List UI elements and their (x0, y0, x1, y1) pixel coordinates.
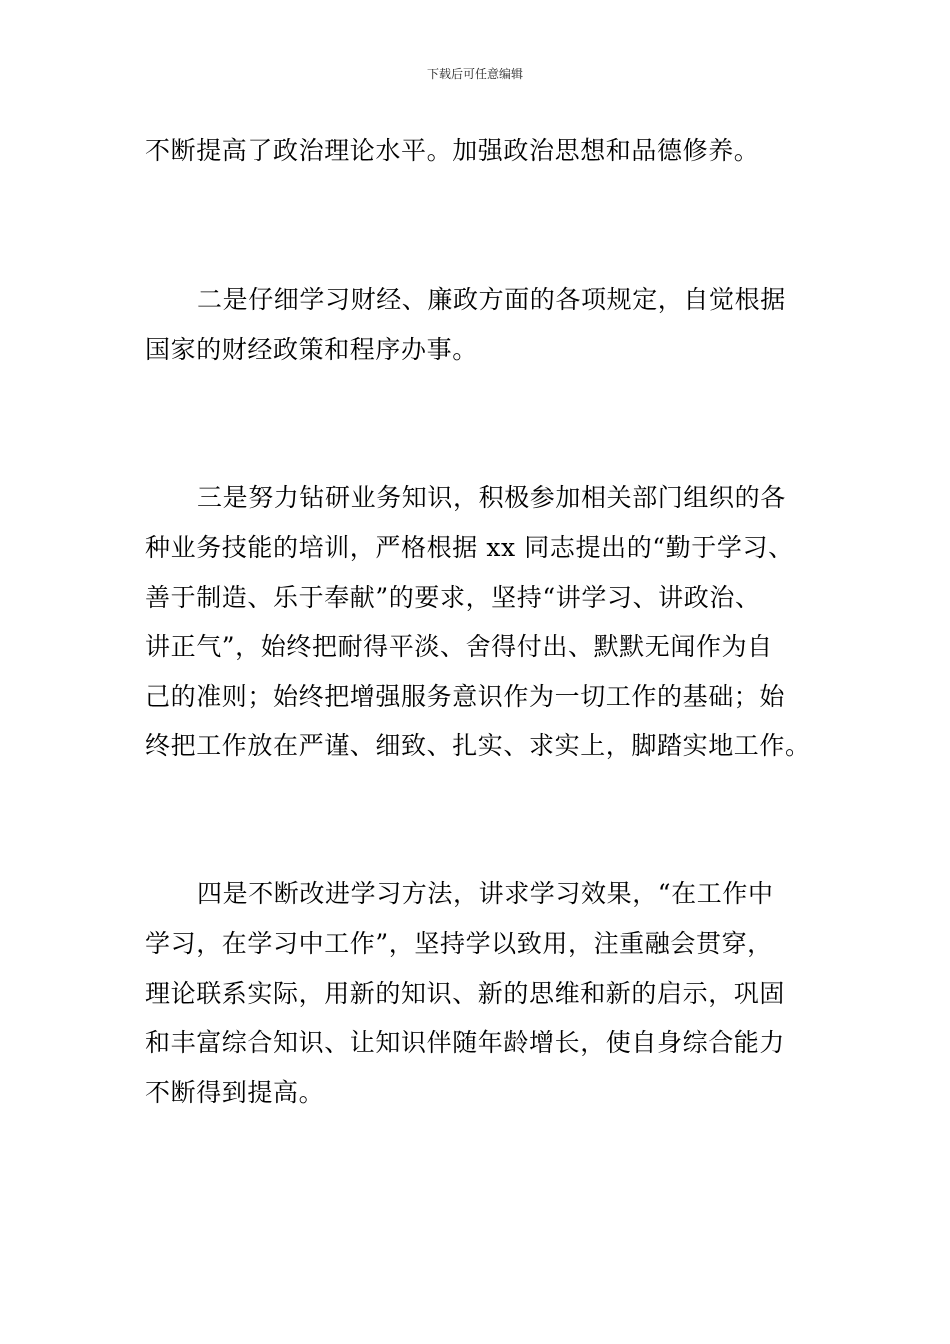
page-header-note: 下载后可任意编辑 (426, 67, 523, 81)
paragraph-line: 善于制造、乐于奉献”的要求，坚持“讲学习、讲政治、 (145, 583, 761, 612)
paragraph-line: 讲正气”，始终把耐得平淡、舍得付出、默默无闻作为自 (145, 632, 773, 661)
paragraph-line: 理论联系实际，用新的知识、新的思维和新的启示，巩固 (145, 979, 786, 1008)
paragraph-line: 不断得到提高。 (145, 1078, 325, 1107)
paragraph-line: 二是仔细学习财经、廉政方面的各项规定，自觉根据 (197, 285, 786, 314)
paragraph-line: 四是不断改进学习方法，讲求学习效果，“在工作中 (197, 879, 774, 908)
paragraph-line: 学习，在学习中工作”，坚持学以致用，注重融会贯穿， (145, 929, 773, 958)
paragraph-line: 和丰富综合知识、让知识伴随年龄增长，使自身综合能力 (145, 1028, 786, 1057)
paragraph-line: 己的准则；始终把增强服务意识作为一切工作的基础；始 (145, 682, 786, 711)
paragraph-line: 种业务技能的培训，严格根据 xx 同志提出的“勤于学习、 (145, 533, 794, 562)
paragraph-line: 不断提高了政治理论水平。加强政治思想和品德修养。 (145, 136, 760, 165)
paragraph-line: 国家的财经政策和程序办事。 (145, 335, 478, 364)
paragraph-line: 三是努力钻研业务知识，积极参加相关部门组织的各 (197, 483, 786, 512)
paragraph-line: 终把工作放在严谨、细致、扎实、求实上，脚踏实地工作。 (145, 731, 811, 760)
